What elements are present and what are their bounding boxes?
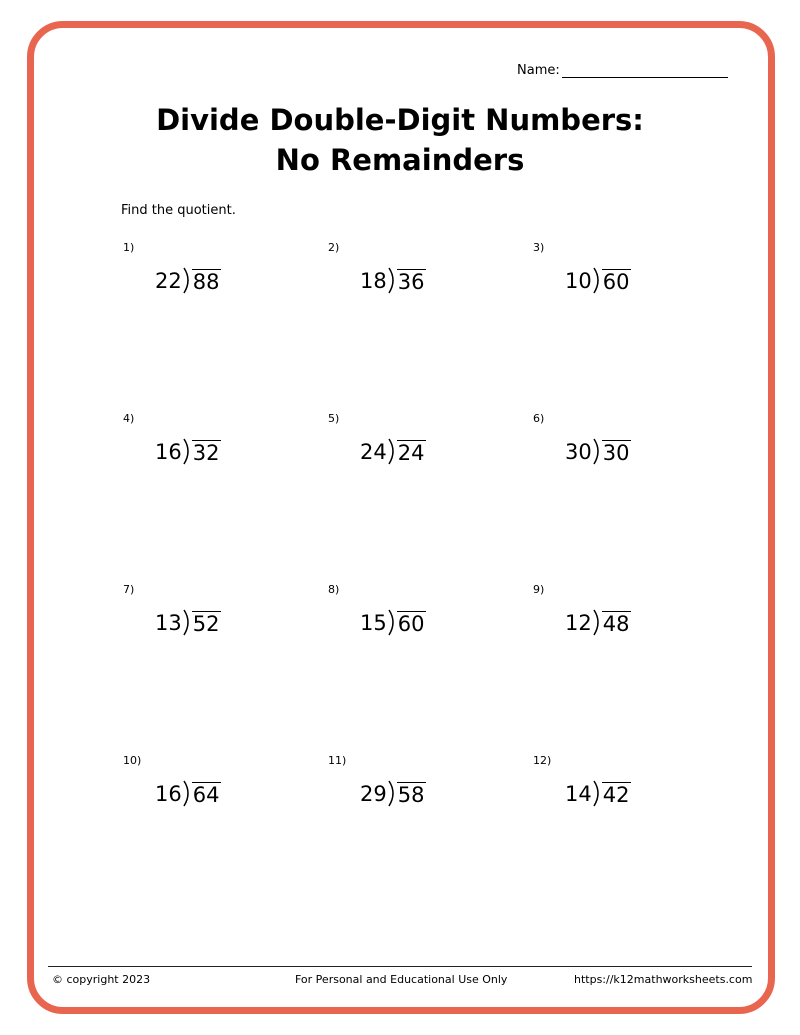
divisor: 22 [155, 269, 182, 293]
problem-number: 12) [533, 754, 552, 767]
dividend: 64 [192, 783, 220, 807]
dividend: 24 [397, 441, 425, 465]
divisor: 29 [360, 782, 387, 806]
problem-number: 5) [328, 412, 340, 425]
long-division [155, 438, 221, 465]
name-field [517, 63, 728, 78]
problem-number: 9) [533, 583, 545, 596]
dividend: 32 [192, 441, 220, 465]
problem [533, 754, 713, 834]
divisor: 18 [360, 269, 387, 293]
worksheet-title [0, 100, 800, 180]
divisor: 30 [565, 440, 592, 464]
dividend: 36 [397, 270, 425, 294]
problem-number: 6) [533, 412, 545, 425]
long-division [565, 267, 631, 294]
long-division [155, 609, 221, 636]
divisor: 16 [155, 782, 182, 806]
problem [533, 412, 713, 492]
problem-number: 2) [328, 241, 340, 254]
footer-url: https://k12mathworksheets.com [574, 973, 753, 986]
dividend: 42 [602, 783, 630, 807]
problem-number: 10) [123, 754, 142, 767]
long-division [360, 267, 426, 294]
divisor: 16 [155, 440, 182, 464]
problem [533, 583, 713, 663]
problem-number: 1) [123, 241, 135, 254]
footer-copyright: © copyright 2023 [52, 973, 151, 986]
dividend: 52 [192, 612, 220, 636]
long-division [565, 609, 631, 636]
divisor: 24 [360, 440, 387, 464]
long-division [360, 609, 426, 636]
dividend: 60 [602, 270, 630, 294]
divisor: 15 [360, 611, 387, 635]
title-line-1: Divide Double-Digit Numbers: [156, 103, 644, 137]
long-division [360, 780, 426, 807]
problem-number: 11) [328, 754, 347, 767]
dividend: 60 [397, 612, 425, 636]
dividend: 48 [602, 612, 630, 636]
long-division [565, 780, 631, 807]
problem [328, 754, 508, 834]
name-blank-line[interactable] [562, 63, 728, 78]
name-label: Name: [517, 63, 560, 78]
long-division [360, 438, 426, 465]
dividend: 58 [397, 783, 425, 807]
problem [123, 583, 303, 663]
problem-number: 3) [533, 241, 545, 254]
long-division [565, 438, 631, 465]
divisor: 14 [565, 782, 592, 806]
instructions: Find the quotient. [121, 203, 236, 218]
title-line-2: No Remainders [275, 143, 525, 177]
divisor: 13 [155, 611, 182, 635]
problem [123, 412, 303, 492]
footer-divider [48, 966, 752, 967]
divisor: 12 [565, 611, 592, 635]
dividend: 30 [602, 441, 630, 465]
divisor: 10 [565, 269, 592, 293]
problem [328, 583, 508, 663]
problem [123, 241, 303, 321]
problem-number: 8) [328, 583, 340, 596]
problem [533, 241, 713, 321]
long-division [155, 267, 221, 294]
problem [328, 241, 508, 321]
problem-number: 4) [123, 412, 135, 425]
dividend: 88 [192, 270, 220, 294]
footer-usage: For Personal and Educational Use Only [295, 973, 508, 986]
problem [123, 754, 303, 834]
problem [328, 412, 508, 492]
problem-number: 7) [123, 583, 135, 596]
long-division [155, 780, 221, 807]
